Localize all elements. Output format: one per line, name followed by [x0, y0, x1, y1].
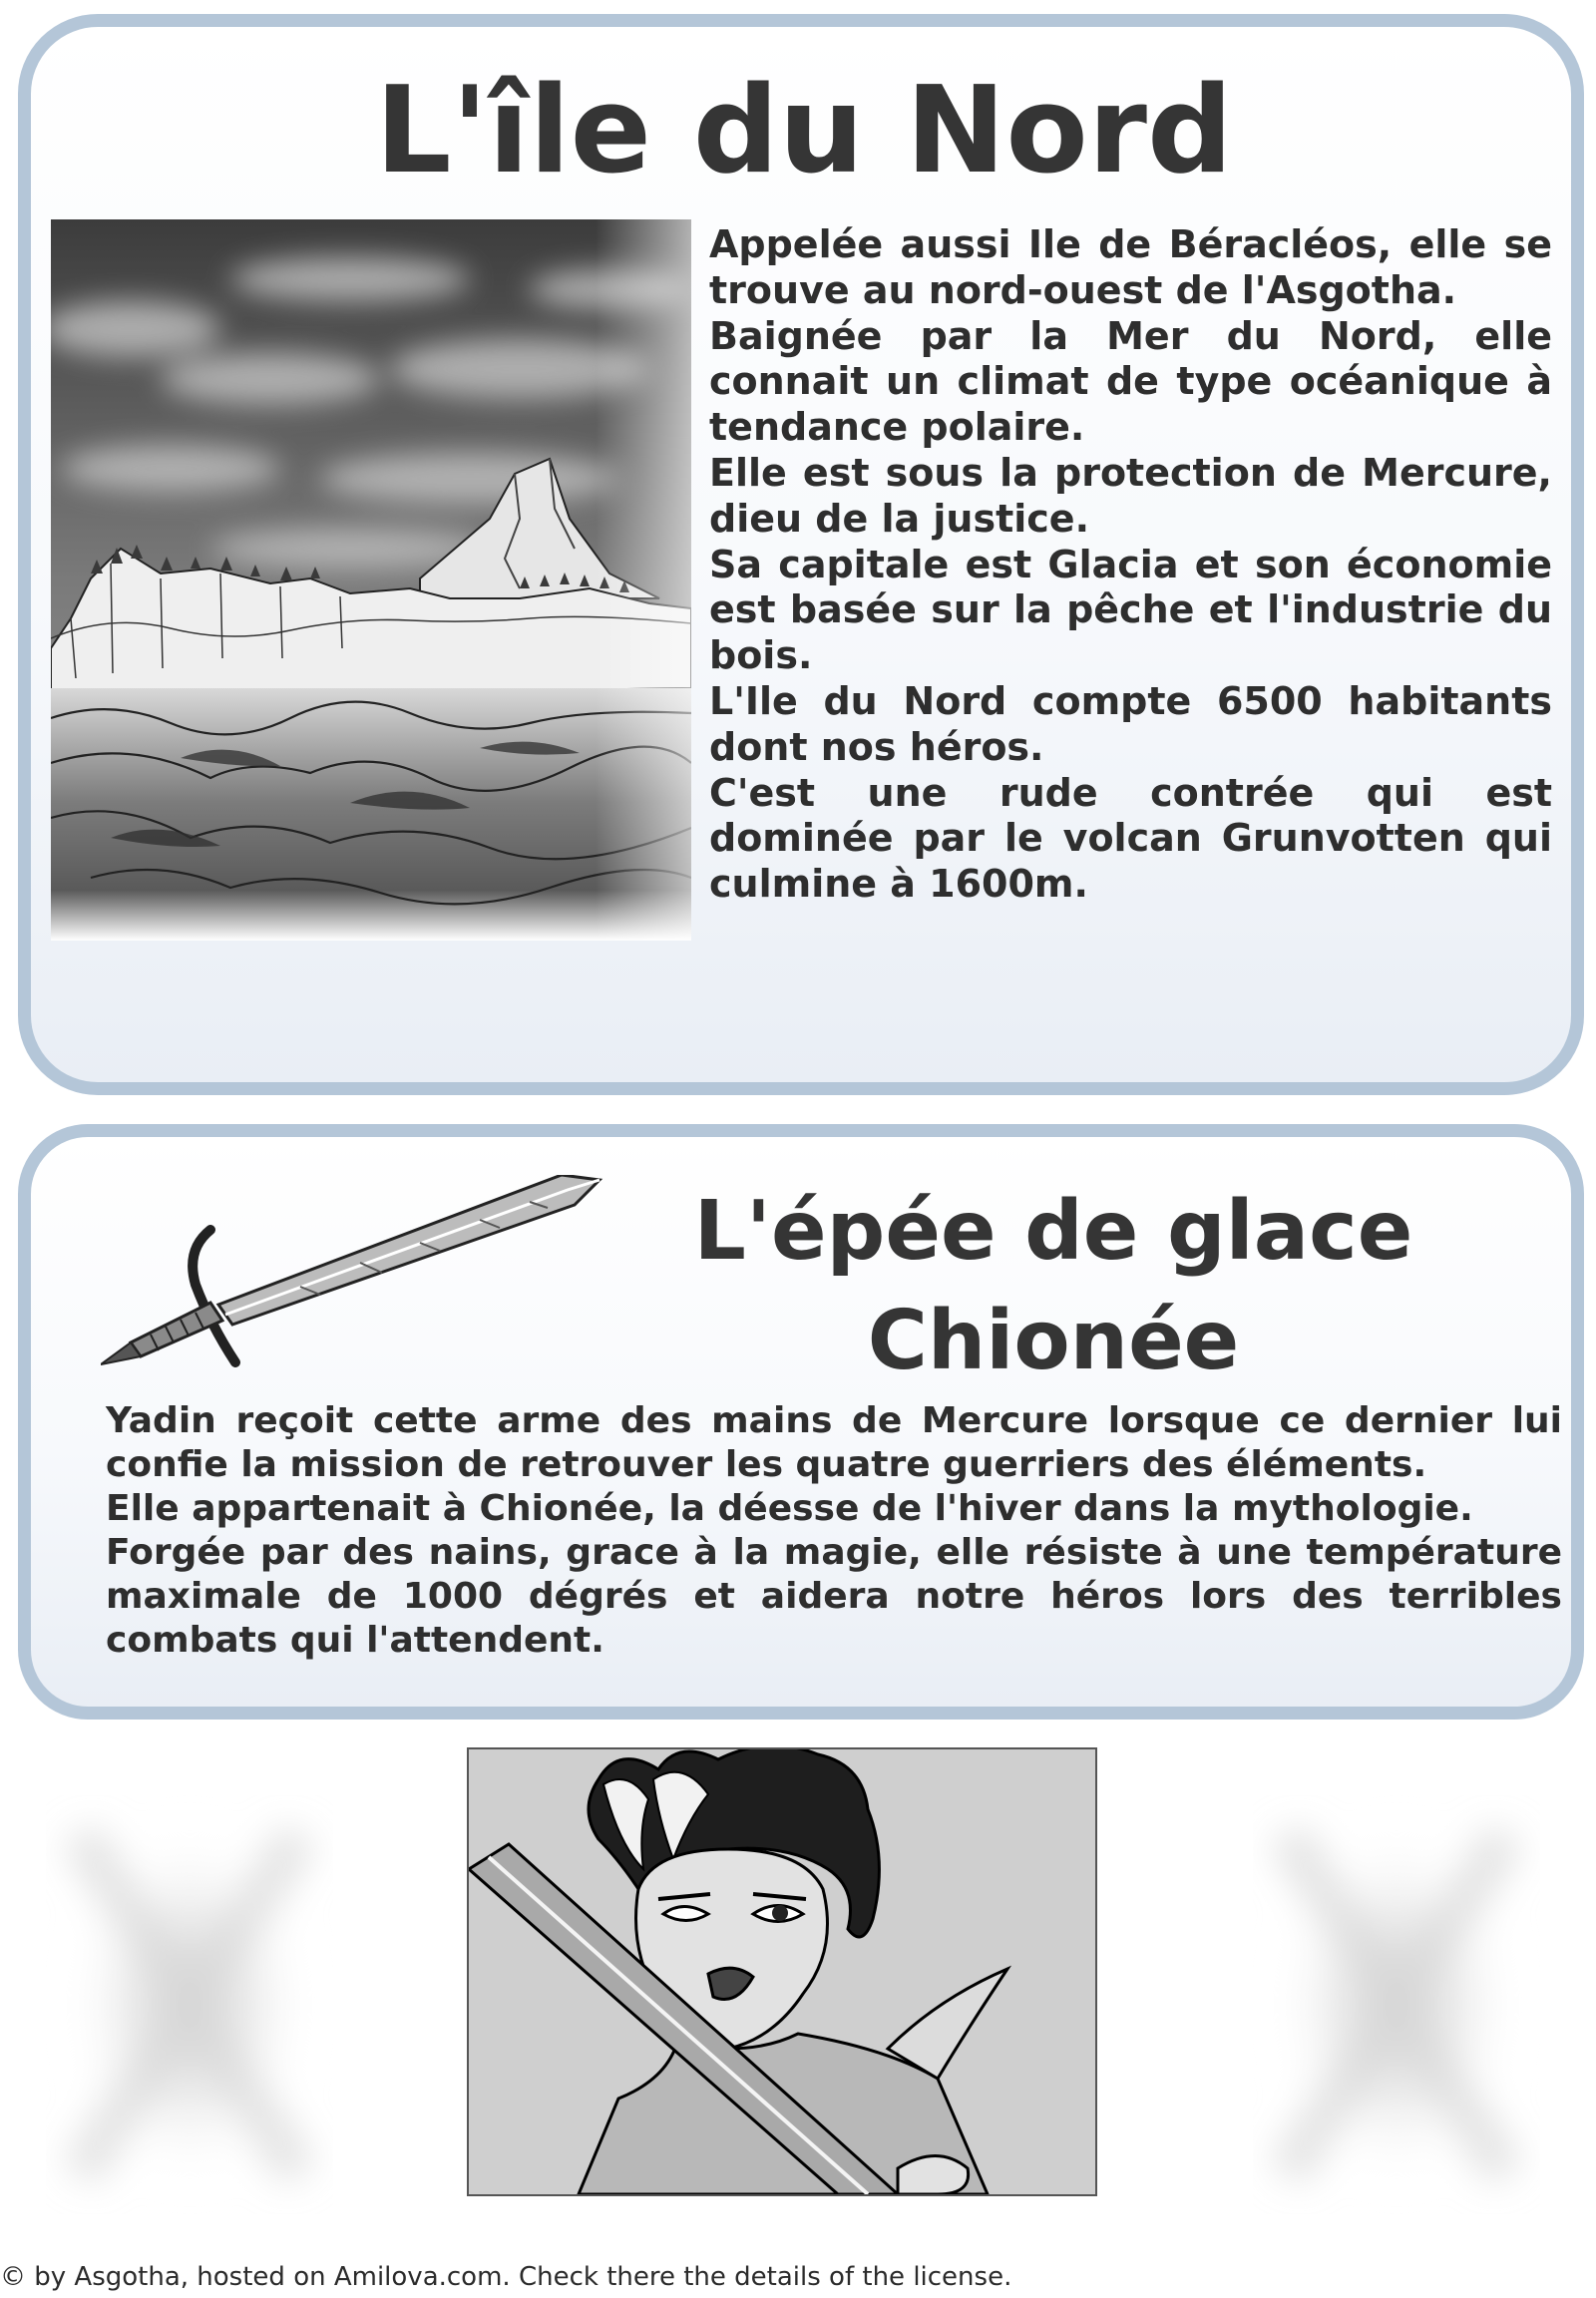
sword-paragraph: Elle appartenait à Chionée, la déesse de l'hiver dans la mythologie.	[106, 1488, 1473, 1529]
sword-paragraph: Yadin reçoit cette arme des mains de Mercure lorsque ce dernier lui confie la mission de retrouver les quatre guerriers des éléments.	[106, 1400, 1562, 1485]
island-paragraph: Elle est sous la protection de Mercure, dieu de la justice.	[709, 450, 1552, 541]
sword-illustration	[101, 1175, 619, 1374]
decorative-halo	[40, 1795, 339, 2214]
yadin-illustration	[467, 1747, 1097, 2196]
island-illustration	[51, 219, 691, 941]
island-description	[709, 222, 1552, 908]
island-paragraph: Baignée par la Mer du Nord, elle connait un climat de type océanique à tendance polaire.	[709, 313, 1552, 450]
island-panel	[18, 14, 1584, 1095]
decorative-halo	[1247, 1795, 1546, 2214]
sword-paragraph: Forgée par des nains, grace à la magie, elle résiste à une température maximale de 1000 dégrés et aidera notre héros lors des terribles combats qui l'attendent.	[106, 1532, 1562, 1661]
sword-title-line: Chionée	[867, 1294, 1240, 1388]
sword-description	[106, 1399, 1562, 1663]
yadin-drawing	[469, 1749, 1095, 2194]
sword-panel	[18, 1124, 1584, 1720]
island-paragraph: C'est une rude contrée qui est dominée par le volcan Grunvotten qui culmine à 1600m.	[709, 770, 1552, 907]
island-paragraph: Sa capitale est Glacia et son économie est basée sur la pêche et l'industrie du bois.	[709, 542, 1552, 678]
island-paragraph: L'Ile du Nord compte 6500 habitants dont nos héros.	[709, 678, 1552, 769]
license-footer: © by Asgotha, hosted on Amilova.com. Check there the details of the license.	[0, 2262, 1012, 2292]
island-title: L'île du Nord	[375, 62, 1233, 200]
sword-title-line: L'épée de glace	[693, 1184, 1413, 1279]
island-paragraph: Appelée aussi Ile de Béracléos, elle se trouve au nord-ouest de l'Asgotha.	[709, 222, 1552, 312]
sword-title	[629, 1177, 1477, 1396]
